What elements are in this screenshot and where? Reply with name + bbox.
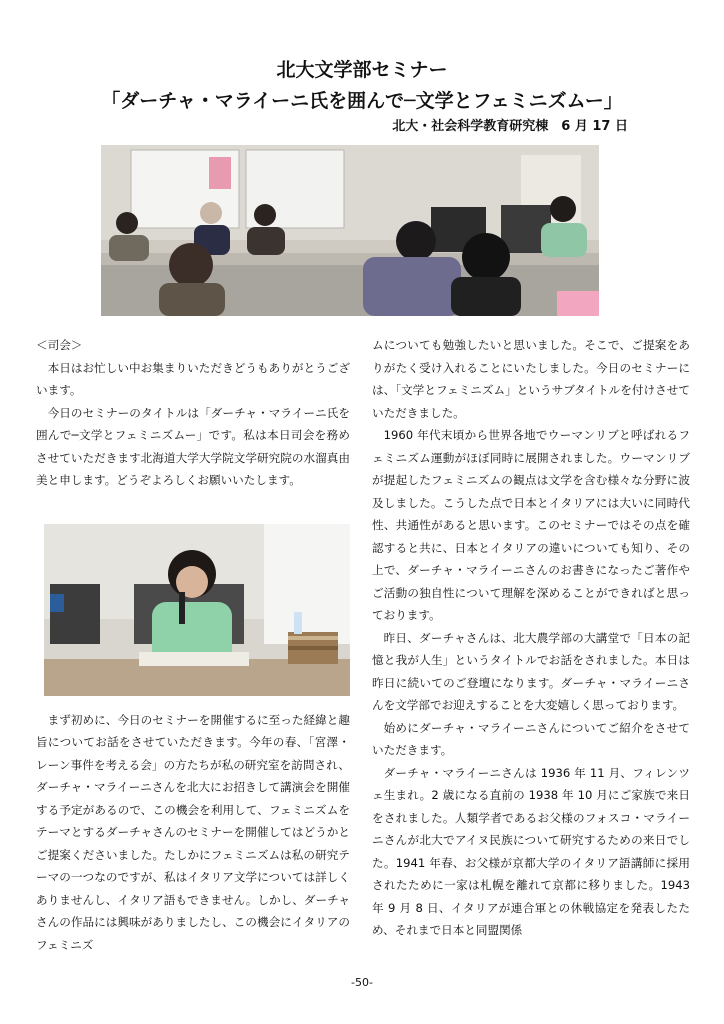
title-line-1: 北大文学部セミナー bbox=[276, 59, 448, 81]
paragraph: 1960 年代末頃から世界各地でウーマンリブと呼ばれるフェミニズム運動がほぼ同時に展開されました。ウーマンリブが提起したフェミニズムの観点は文学を含む様々な分野に波及しました。こうした点で日本とイタリアには大いに同時代性、共通性があると思います。このセミナーではその点を確認すると共に、日本とイタリアの違いについても知り、その上で、ダーチャ・マライーニさんのお書きになったご著作やご活動の独自性について理解を深めることができればと思っております。 bbox=[372, 428, 690, 622]
speaker-with-microphone-photo bbox=[44, 524, 350, 696]
page-number: -50- bbox=[351, 976, 373, 989]
paragraph: 今日のセミナーのタイトルは「ダーチャ・マライーニ氏を囲んで─文学とフェミニズムー」です。私は本日司会を務めさせていただきます北海道大学大学院文学研究院の水溜真由美と申します。どうぞよろしくお願いいたします。 bbox=[36, 405, 350, 487]
paragraph: 本日はお忙しい中お集まりいただきどうもありがとうございます。 bbox=[36, 360, 350, 397]
paragraph: 昨日、ダーチャさんは、北大農学部の大講堂で「日本の記憶と我が人生」というタイトルでお話をされました。本日は昨日に続いてのご登壇になります。ダーチャ・マライーニさんを文学部でお迎えすることを大変嬉しく思っております。 bbox=[372, 630, 690, 712]
paragraph: 始めにダーチャ・マライーニさんについてご紹介をさせていただきます。 bbox=[372, 720, 690, 757]
venue-date: 北大・社会科学教育研究棟 6 月 17 日 bbox=[392, 119, 628, 134]
paragraph: ダーチャ・マライーニさんは 1936 年 11 月、フィレンツェ生まれ。2 歳になる直前の 1938 年 10 月にご家族で来日をされました。人類学者であるお父様のフォスコ・マライーニさんが北大でアイヌ民族について研究するための来日でした。1941 年春、お父様が京都大学のイタリア語講師に採用されたために一家は札幌を離れて京都に移りました。1943 年 9 月 8 日、イタリアが連合軍との休戦協定を発表したため、それまで日本と同盟関係 bbox=[372, 765, 690, 937]
moderator-heading: ＜司会＞ bbox=[36, 338, 83, 352]
right-column bbox=[372, 334, 690, 942]
title-line-2: 「ダーチャ・マライーニ氏を囲んで─文学とフェミニズムー」 bbox=[101, 90, 623, 112]
paragraph: まず初めに、今日のセミナーを開催するに至った経緯と趣旨についてお話をさせていただきます。今年の春、「宮澤・レーン事件を考える会」の方たちが私の研究室を訪問され、ダーチャ・マライーニさんを北大にお招きして講演会を開催する予定があるので、この機会を利用して、フェミニズムをテーマとするダーチャさんのセミナーを開催してはどうかとご提案くださいました。たしかにフェミニズムは私の研究テーマの一つなのですが、私はイタリア文学については詳しくありませんし、イタリア語もできません。しかし、ダーチャさんの作品には興味がありましたし、この機会にイタリアのフェミニズ bbox=[36, 712, 350, 952]
paragraph: ムについても勉強したいと思いました。そこで、ご提案をありがたく受け入れることにいたしました。今日のセミナーには、「文学とフェミニズム」というサブタイトルを付けさせていただきました。 bbox=[372, 338, 691, 420]
panel-discussion-photo bbox=[101, 145, 599, 316]
